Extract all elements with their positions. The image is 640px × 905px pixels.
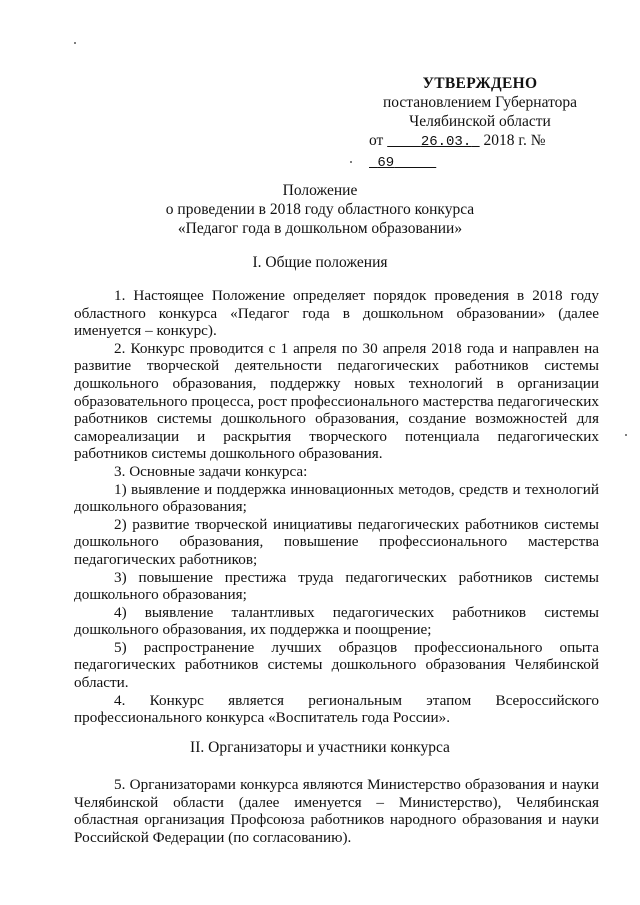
approval-number: 69 (377, 155, 395, 171)
paragraph: 1. Настоящее Положение определяет порядок проведения в 2018 году областного конкурса «Педагог года в дошкольном образовании» (далее именуется – конкурс). (74, 287, 599, 340)
paragraph: 2. Конкурс проводится с 1 апреля по 30 апреля 2018 года и направлен на развитие творческой деятельности педагогических работников системы дошкольного образования, поддержку новых технологий в организации образовательного процесса, рост профессионального мастерства педагогических работников системы дошкольного образования, создание возможностей для самореализации и раскрытия творческого потенциала педагогических работников системы дошкольного образования. (74, 339, 599, 463)
paragraph: 5) распространение лучших образцов профессионального опыта педагогических работников системы дошкольного образования Челябинской области. (74, 638, 599, 692)
approval-year: 2018 г. № (483, 132, 546, 149)
approval-heading: УТВЕРЖДЕНО (422, 75, 538, 92)
paragraph: 3. Основные задачи конкурса: (114, 462, 308, 480)
paragraph: 1) выявление и поддержка инновационных методов, средств и технологий дошкольного образования; (74, 480, 599, 516)
approval-stamp-block (360, 74, 600, 173)
paragraph: 4) выявление талантливых педагогических работников системы дошкольного образования, их поддержка и поощрение; (74, 603, 599, 639)
title-line-3: «Педагог года в дошкольном образовании» (177, 220, 463, 237)
title-line-2: о проведении в 2018 году областного конкурса (165, 201, 475, 218)
date-prefix: от (369, 132, 384, 149)
document-title (0, 181, 640, 238)
section-2-body (74, 776, 599, 846)
paragraph: 3) повышение престижа труда педагогических работников системы дошкольного образования; (74, 568, 599, 604)
title-line-1: Положение (282, 182, 358, 199)
section-1-body (74, 287, 599, 727)
approval-line-2: Челябинской области (409, 113, 551, 130)
section-2-heading: II. Организаторы и участники конкурса (190, 739, 450, 756)
scan-speck (74, 42, 76, 44)
approval-date: 26.03. (420, 134, 472, 150)
scan-speck (350, 161, 352, 163)
paragraph: 4. Конкурс является региональным этапом Всероссийского профессионального конкурса «Воспитатель года России». (74, 691, 599, 727)
scan-speck (625, 434, 627, 436)
section-1-heading: I. Общие положения (252, 254, 388, 271)
approval-line-1: постановлением Губернатора (382, 94, 578, 111)
paragraph: 2) развитие творческой инициативы педагогических работников системы дошкольного образования, повышение профессионального мастерства педагогических работников; (74, 515, 599, 568)
paragraph: 5. Организаторами конкурса являются Министерство образования и науки Челябинской области (далее именуется – Министерство), Челябинская областная организация Профсоюза работников народного образования и науки Российской Федерации (по согласованию). (74, 776, 599, 846)
approval-date-line (360, 131, 600, 173)
